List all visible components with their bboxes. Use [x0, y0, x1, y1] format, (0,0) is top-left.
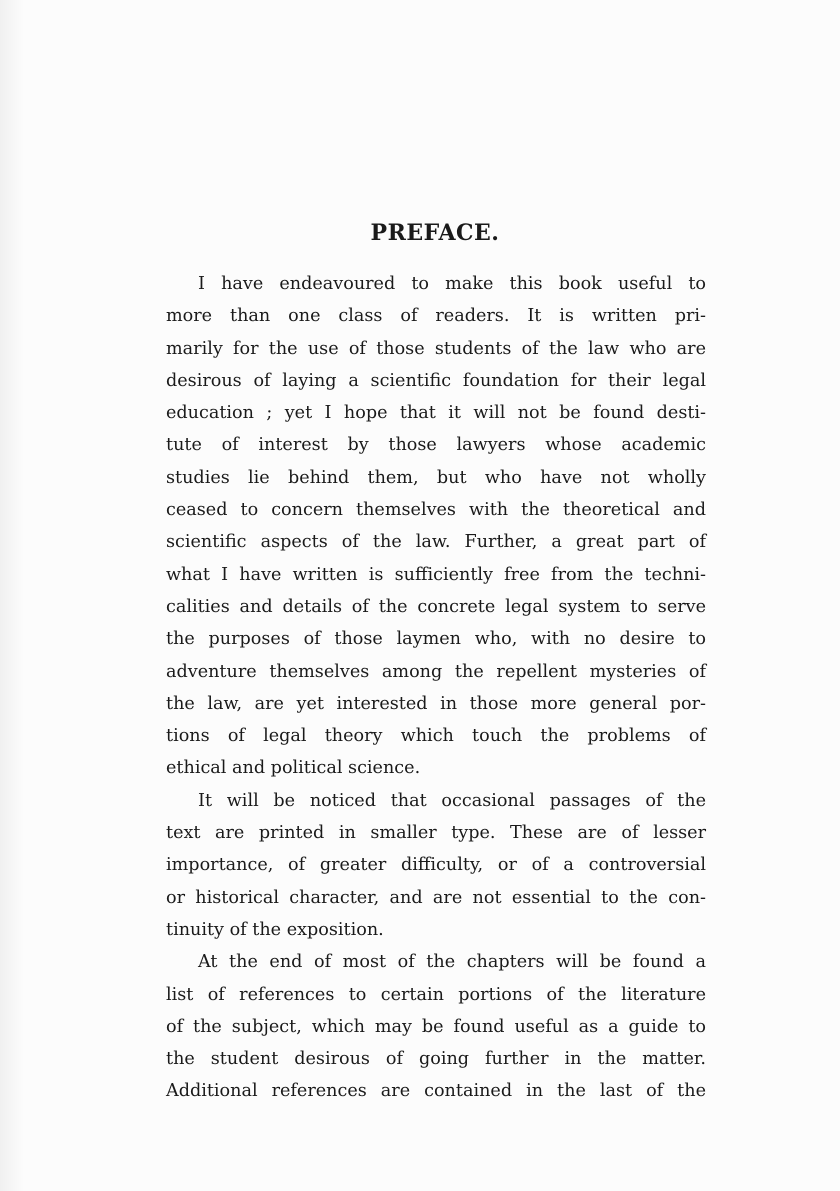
text-line: education ; yet I hope that it will not be found desti- [166, 403, 706, 424]
text-line: of the subject, which may be found useful as a guide to [166, 1016, 706, 1037]
text-line: scientific aspects of the law. Further, a great part of [166, 532, 706, 553]
text-line: text are printed in smaller type. These are of lesser [166, 823, 706, 844]
text-line: the law, are yet interested in those more general por- [166, 693, 706, 714]
text-line: tute of interest by those lawyers whose academic [166, 435, 706, 456]
text-line: what I have written is sufficiently free from the techni- [166, 564, 706, 585]
text-line: ceased to concern themselves with the theoretical and [166, 500, 706, 521]
text-line: ethical and political science. [166, 758, 421, 779]
text-line: more than one class of readers. It is written pri- [166, 306, 706, 327]
preface-text [166, 268, 706, 1108]
text-line: At the end of most of the chapters will be found a [198, 952, 706, 973]
text-line: tions of legal theory which touch the problems of [166, 726, 706, 747]
text-line: adventure themselves among the repellent mysteries of [166, 661, 706, 682]
text-line: marily for the use of those students of the law who are [166, 338, 706, 359]
text-line: or historical character, and are not essential to the con- [166, 887, 706, 908]
text-line: studies lie behind them, but who have not wholly [166, 467, 706, 488]
text-line: calities and details of the concrete legal system to serve [166, 596, 706, 617]
text-line: importance, of greater difficulty, or of a controversial [166, 855, 706, 876]
scan-edge-shadow [0, 0, 24, 1191]
text-line: tinuity of the exposition. [166, 919, 384, 940]
page-title: PREFACE. [370, 220, 500, 246]
text-line: I have endeavoured to make this book useful to [198, 274, 706, 294]
text-line: list of references to certain portions of the literature [166, 984, 706, 1005]
text-line: It will be noticed that occasional passages of the [198, 790, 706, 811]
text-line: the student desirous of going further in the matter. [166, 1049, 706, 1070]
text-line: desirous of laying a scientific foundation for their legal [166, 370, 706, 391]
text-line: the purposes of those laymen who, with no desire to [166, 629, 706, 650]
text-line: Additional references are contained in the last of the [166, 1081, 706, 1102]
